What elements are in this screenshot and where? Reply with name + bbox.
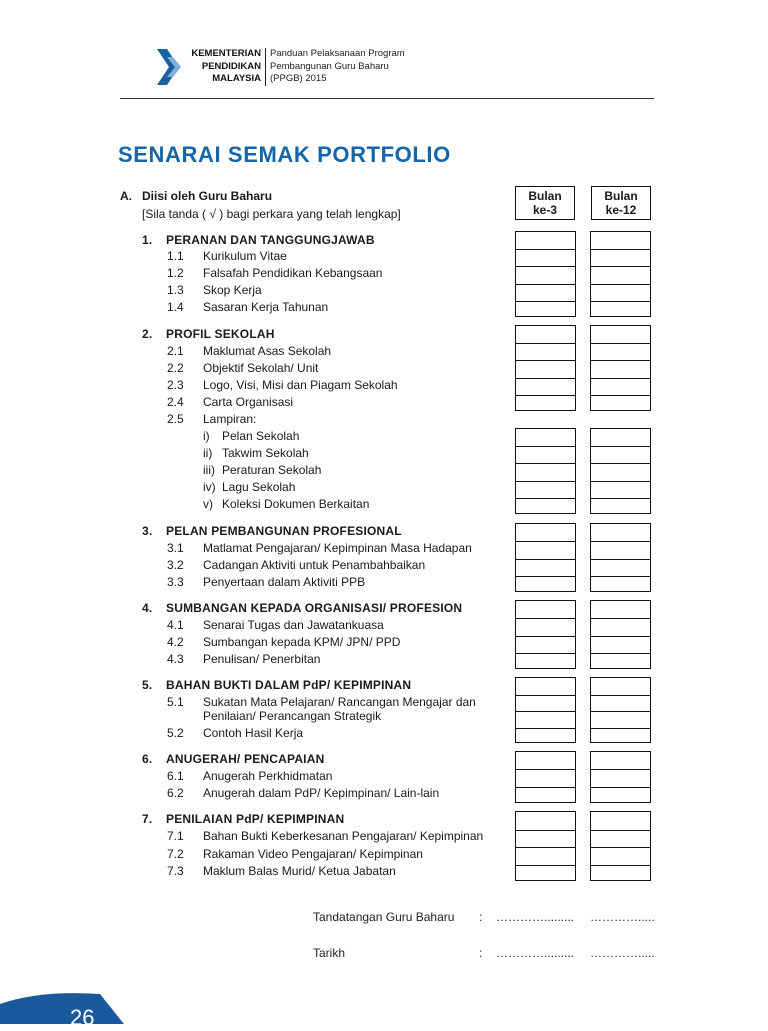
section-2-heading (142, 327, 275, 341)
checkbox-row-divider (591, 360, 650, 361)
ministry-line-2: PENDIDIKAN (201, 60, 261, 72)
checkbox-group-5-month-3[interactable] (515, 677, 576, 743)
item-number: 7.3 (167, 864, 184, 878)
page-number: 26 (70, 1005, 95, 1030)
subitem-number: iv) (203, 480, 216, 494)
checkbox-row-divider (516, 865, 575, 866)
item-label: Cadangan Aktiviti untuk Penambahbaikan (203, 558, 426, 572)
checkbox-row-divider (516, 695, 575, 696)
document-title-line-3: (PPGB) 2015 (270, 73, 327, 84)
checkbox-row-divider (516, 360, 575, 361)
checkbox-row-divider (516, 284, 575, 285)
checkbox-row-divider (591, 847, 650, 848)
section-7-title: PENILAIAN PdP/ KEPIMPINAN (166, 812, 345, 826)
item-label: Maklum Balas Murid/ Ketua Jabatan (203, 864, 396, 878)
checkbox-row-divider (591, 728, 650, 729)
section-1-heading (142, 233, 375, 247)
subitem-number: iii) (203, 463, 215, 477)
checkbox-group-5-month-12[interactable] (590, 677, 651, 743)
checkbox-row-divider (591, 266, 650, 267)
subitem-label: Lagu Sekolah (222, 480, 296, 494)
document-title-line-2: Pembangunan Guru Baharu (270, 60, 389, 72)
section-5-heading (142, 678, 411, 692)
item-label: Senarai Tugas dan Jawatankuasa (203, 618, 384, 632)
checkbox-group-2-month-3[interactable] (515, 325, 576, 411)
section-1-title: PERANAN DAN TANGGUNGJAWAB (166, 233, 375, 247)
item-number: 1.4 (167, 300, 184, 314)
item-number: 2.3 (167, 378, 184, 392)
section-7-heading (142, 812, 344, 826)
checkbox-group-6-month-3[interactable] (515, 751, 576, 803)
signature-field-month-3[interactable]: …………......... (496, 910, 575, 924)
item-label: Maklumat Asas Sekolah (203, 344, 332, 358)
checkbox-row-divider (591, 395, 650, 396)
item-label: Objektif Sekolah/ Unit (203, 361, 319, 375)
checkbox-row-divider (516, 653, 575, 654)
page-number-tab (0, 990, 124, 1024)
item-number: 4.3 (167, 652, 184, 666)
checkbox-row-divider (516, 711, 575, 712)
checkbox-row-divider (516, 559, 575, 560)
checkbox-row-divider (516, 395, 575, 396)
checkbox-group-1-month-12[interactable] (590, 231, 651, 317)
section-3-number: 3. (142, 524, 153, 538)
section-4-title: SUMBANGAN KEPADA ORGANISASI/ PROFESION (166, 601, 463, 615)
checkbox-row-divider (591, 284, 650, 285)
section-2-title: PROFIL SEKOLAH (166, 327, 275, 341)
document-title-line-1: Panduan Pelaksanaan Program (270, 48, 405, 59)
item-label: Kurikulum Vitae (203, 249, 287, 263)
section-a-instruction: [Sila tanda ( √ ) bagi perkara yang telah lengkap] (142, 207, 401, 221)
checkbox-row-divider (591, 787, 650, 788)
item-number: 4.1 (167, 618, 184, 632)
date-field-month-3[interactable]: …………......... (496, 946, 575, 960)
subitem-number: ii) (203, 446, 213, 460)
item-label: Sasaran Kerja Tahunan (203, 300, 329, 314)
item-label: Matlamat Pengajaran/ Kepimpinan Masa Hadapan (203, 541, 472, 555)
section-5-title: BAHAN BUKTI DALAM PdP/ KEPIMPINAN (166, 678, 412, 692)
item-number: 1.2 (167, 266, 184, 280)
checkbox-row-divider (591, 653, 650, 654)
checkbox-row-divider (516, 378, 575, 379)
checkbox-row-divider (591, 301, 650, 302)
checkbox-group-4-month-3[interactable] (515, 600, 576, 669)
item-label: Anugerah Perkhidmatan (203, 769, 333, 783)
checkbox-row-divider (516, 769, 575, 770)
item-number: 2.1 (167, 344, 184, 358)
section-4-number: 4. (142, 601, 153, 615)
checkbox-row-divider (516, 446, 575, 447)
signature-field-month-12[interactable]: …………..... (590, 910, 655, 924)
checkbox-row-divider (591, 636, 650, 637)
page-title: SENARAI SEMAK PORTFOLIO (118, 142, 451, 167)
item-label: Sumbangan kepada KPM/ JPN/ PPD (203, 635, 401, 649)
checkbox-row-divider (516, 830, 575, 831)
section-3-title: PELAN PEMBANGUNAN PROFESIONAL (166, 524, 402, 538)
checkbox-row-divider (516, 728, 575, 729)
checkbox-row-divider (591, 695, 650, 696)
item-label-continued: Penilaian/ Perancangan Strategik (203, 709, 382, 723)
ministry-line-1: KEMENTERIAN (191, 48, 261, 59)
item-number: 3.3 (167, 575, 184, 589)
item-number: 1.3 (167, 283, 184, 297)
header-divider (265, 48, 266, 86)
checkbox-row-divider (516, 636, 575, 637)
checkbox-row-divider (591, 481, 650, 482)
column-header-month-12-line-2: ke-12 (605, 203, 637, 217)
checkbox-group-3-month-3[interactable] (515, 523, 576, 592)
item-number: 7.1 (167, 829, 184, 843)
checkbox-group-1-month-3[interactable] (515, 231, 576, 317)
checkbox-row-divider (516, 498, 575, 499)
item-label: Sukatan Mata Pelajaran/ Rancangan Mengajar dan (203, 695, 476, 709)
section-6-number: 6. (142, 752, 153, 766)
subitem-label: Pelan Sekolah (222, 429, 300, 443)
checkbox-row-divider (516, 343, 575, 344)
item-number: 2.2 (167, 361, 184, 375)
item-label: Bahan Bukti Keberkesanan Pengajaran/ Kepimpinan (203, 829, 484, 843)
checkbox-group-4-month-12[interactable] (590, 600, 651, 669)
subitem-label: Koleksi Dokumen Berkaitan (222, 497, 370, 511)
checkbox-row-divider (591, 576, 650, 577)
ministry-logo-chevron-icon (155, 47, 185, 87)
item-number: 5.2 (167, 726, 184, 740)
column-header-month-12-line-1: Bulan (604, 189, 638, 203)
item-number: 7.2 (167, 847, 184, 861)
item-number: 2.4 (167, 395, 184, 409)
header-rule (120, 98, 654, 99)
item-label: Lampiran: (203, 412, 257, 426)
item-label: Contoh Hasil Kerja (203, 726, 304, 740)
column-header-month-3 (515, 186, 575, 220)
date-colon: : (479, 946, 483, 960)
subitem-label: Takwim Sekolah (222, 446, 309, 460)
checkbox-row-divider (591, 830, 650, 831)
ministry-name (188, 48, 261, 86)
item-label: Falsafah Pendidikan Kebangsaan (203, 266, 383, 280)
subitem-number: v) (203, 497, 213, 511)
checkbox-row-divider (516, 481, 575, 482)
checkbox-row-divider (516, 541, 575, 542)
section-2-number: 2. (142, 327, 153, 341)
checkbox-row-divider (591, 498, 650, 499)
column-header-month-3-line-1: Bulan (528, 189, 562, 203)
column-header-month-12 (591, 186, 651, 220)
checkbox-row-divider (591, 559, 650, 560)
checkbox-row-divider (591, 541, 650, 542)
section-7-number: 7. (142, 812, 153, 826)
item-label: Penyertaan dalam Aktiviti PPB (203, 575, 366, 589)
subitem-number: i) (203, 429, 210, 443)
checkbox-group-2-month-12[interactable] (590, 325, 651, 411)
item-number: 3.2 (167, 558, 184, 572)
section-a-title: Diisi oleh Guru Baharu (142, 189, 273, 203)
item-number: 6.1 (167, 769, 184, 783)
checkbox-row-divider (516, 618, 575, 619)
checkbox-group-2-lampiran-month-3[interactable] (515, 428, 576, 514)
date-label: Tarikh (313, 946, 346, 960)
checkbox-row-divider (516, 301, 575, 302)
column-header-month-3-line-2: ke-3 (532, 203, 558, 217)
item-label: Logo, Visi, Misi dan Piagam Sekolah (203, 378, 398, 392)
checkbox-row-divider (516, 266, 575, 267)
checkbox-row-divider (516, 249, 575, 250)
checkbox-row-divider (516, 576, 575, 577)
item-label: Rakaman Video Pengajaran/ Kepimpinan (203, 847, 423, 861)
checkbox-row-divider (591, 769, 650, 770)
signature-colon: : (479, 910, 483, 924)
ministry-line-3: MALAYSIA (212, 73, 261, 84)
subitem-label: Peraturan Sekolah (222, 463, 322, 477)
checkbox-row-divider (591, 446, 650, 447)
item-number: 2.5 (167, 412, 184, 426)
section-5-number: 5. (142, 678, 153, 692)
checkbox-row-divider (516, 847, 575, 848)
section-a-letter: A. (120, 189, 132, 203)
item-label: Anugerah dalam PdP/ Kepimpinan/ Lain-lain (203, 786, 440, 800)
item-number: 5.1 (167, 695, 184, 709)
checkbox-group-6-month-12[interactable] (590, 751, 651, 803)
item-number: 1.1 (167, 249, 184, 263)
checkbox-row-divider (591, 249, 650, 250)
section-3-heading (142, 524, 402, 538)
checkbox-group-7-month-12[interactable] (590, 811, 651, 881)
date-field-month-12[interactable]: …………..... (590, 946, 655, 960)
document-title (270, 48, 405, 86)
item-label: Penulisan/ Penerbitan (203, 652, 321, 666)
checkbox-row-divider (591, 865, 650, 866)
item-number: 4.2 (167, 635, 184, 649)
item-number: 6.2 (167, 786, 184, 800)
checkbox-group-3-month-12[interactable] (590, 523, 651, 592)
item-number: 3.1 (167, 541, 184, 555)
item-label: Skop Kerja (203, 283, 262, 297)
item-label: Carta Organisasi (203, 395, 294, 409)
signature-label: Tandatangan Guru Baharu (313, 910, 455, 924)
section-6-heading (142, 752, 324, 766)
checkbox-row-divider (516, 787, 575, 788)
checkbox-row-divider (591, 343, 650, 344)
checkbox-group-2-lampiran-month-12[interactable] (590, 428, 651, 514)
checkbox-group-7-month-3[interactable] (515, 811, 576, 881)
section-4-heading (142, 601, 462, 615)
section-6-title: ANUGERAH/ PENCAPAIAN (166, 752, 325, 766)
checkbox-row-divider (591, 378, 650, 379)
checkbox-row-divider (591, 711, 650, 712)
section-1-number: 1. (142, 233, 153, 247)
checkbox-row-divider (516, 463, 575, 464)
checkbox-row-divider (591, 463, 650, 464)
checkbox-row-divider (591, 618, 650, 619)
